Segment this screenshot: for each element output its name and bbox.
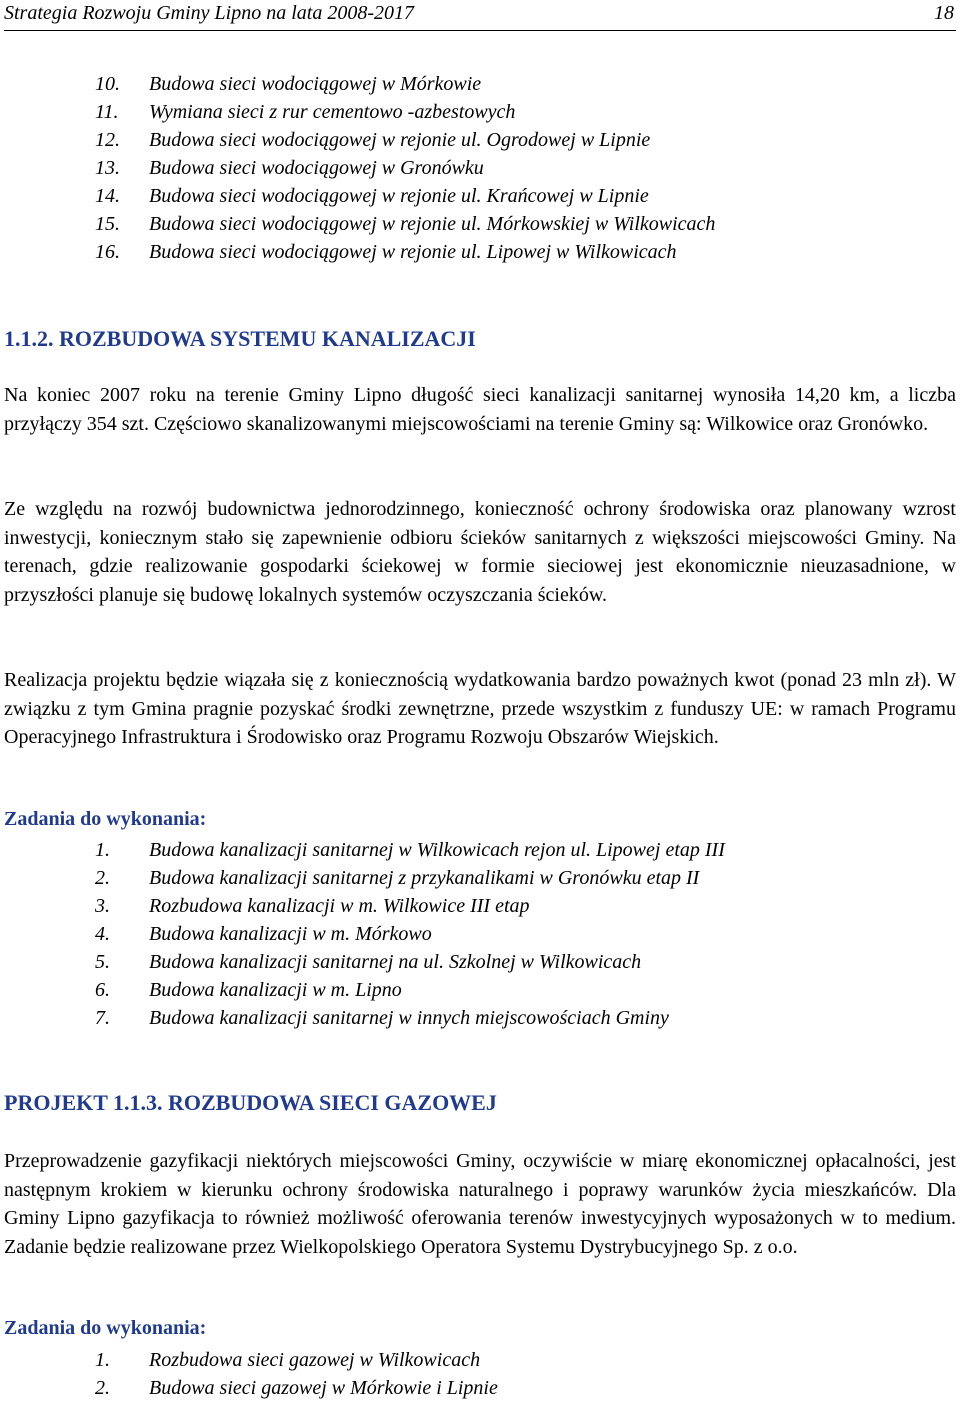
sewerage-paragraph-2: Ze względu na rozwój budownictwa jednorodzinnego, konieczność ochrony środowiska oraz planowany wzrost inwestycji, koniecznym stało się zapewnienie odbioru ścieków sanitarnych z większości miejscowości Gminy. Na terenach, gdzie realizowanie gospodarki ściekowej w formie sieciowej jest ekonomicznie nieuzasadnione, w przyszłości planuje się budowę lokalnych systemów oczyszczania ścieków. bbox=[4, 498, 956, 606]
item-number: 3. bbox=[95, 895, 110, 917]
item-number: 1. bbox=[95, 1349, 110, 1371]
page-number: 18 bbox=[934, 2, 954, 24]
tasks-heading-sewerage: Zadania do wykonania: bbox=[4, 808, 207, 830]
item-number: 2. bbox=[95, 1377, 110, 1399]
sewerage-paragraph-3: Realizacja projektu będzie wiązała się z koniecznością wydatkowania bardzo poważnych kwot (ponad 23 mln zł). W związku z tym Gmina pragnie pozyskać środki zewnętrzne, przede wszystkim z funduszy UE: w ramach Programu Operacyjnego Infrastruktura i Środowisko oraz Programu Rozwoju Obszarów Wiejskich. bbox=[4, 669, 956, 748]
item-text: Budowa kanalizacji sanitarnej na ul. Szkolnej w Wilkowicach bbox=[149, 951, 642, 973]
section-heading-sewerage: 1.1.2. ROZBUDOWA SYSTEMU KANALIZACJI bbox=[4, 326, 476, 351]
item-text: Wymiana sieci z rur cementowo -azbestowych bbox=[149, 101, 516, 123]
tasks-heading-gas: Zadania do wykonania: bbox=[4, 1317, 207, 1339]
document-title: Strategia Rozwoju Gminy Lipno na lata 2008-2017 bbox=[4, 2, 414, 24]
item-number: 5. bbox=[95, 951, 110, 973]
item-text: Budowa kanalizacji sanitarnej w innych miejscowościach Gminy bbox=[149, 1007, 669, 1029]
item-text: Budowa sieci wodociągowej w rejonie ul. Krańcowej w Lipnie bbox=[149, 185, 649, 207]
item-text: Budowa kanalizacji w m. Lipno bbox=[149, 979, 402, 1001]
item-number: 12. bbox=[95, 129, 120, 151]
item-text: Budowa kanalizacji w m. Mórkowo bbox=[149, 923, 432, 945]
sewerage-paragraph-1: Na koniec 2007 roku na terenie Gminy Lipno długość sieci kanalizacji sanitarnej wynosiła 14,20 km, a liczba przyłączy 354 szt. Częściowo skanalizowanymi miejscowościami na terenie Gminy są: Wilkowice oraz Gronówko. bbox=[4, 384, 956, 435]
item-number: 7. bbox=[95, 1007, 110, 1029]
item-number: 15. bbox=[95, 213, 120, 235]
item-text: Budowa sieci wodociągowej w rejonie ul. Lipowej w Wilkowicach bbox=[149, 241, 677, 263]
item-number: 6. bbox=[95, 979, 110, 1001]
item-text: Budowa kanalizacji sanitarnej w Wilkowicach rejon ul. Lipowej etap III bbox=[149, 839, 725, 861]
item-text: Rozbudowa sieci gazowej w Wilkowicach bbox=[149, 1349, 481, 1371]
item-number: 13. bbox=[95, 157, 120, 179]
item-number: 16. bbox=[95, 241, 120, 263]
item-number: 4. bbox=[95, 923, 110, 945]
item-number: 1. bbox=[95, 839, 110, 861]
page-header bbox=[4, 0, 956, 31]
item-text: Budowa kanalizacji sanitarnej z przykanalikami w Gronówku etap II bbox=[149, 867, 700, 889]
item-text: Budowa sieci gazowej w Mórkowie i Lipnie bbox=[149, 1377, 498, 1399]
item-text: Budowa sieci wodociągowej w Gronówku bbox=[149, 157, 484, 179]
section-heading-gas: PROJEKT 1.1.3. ROZBUDOWA SIECI GAZOWEJ bbox=[4, 1090, 497, 1115]
item-text: Budowa sieci wodociągowej w Mórkowie bbox=[149, 73, 482, 95]
item-number: 10. bbox=[95, 73, 120, 95]
item-text: Budowa sieci wodociągowej w rejonie ul. Ogrodowej w Lipnie bbox=[149, 129, 651, 151]
item-number: 14. bbox=[95, 185, 120, 207]
item-text: Rozbudowa kanalizacji w m. Wilkowice III etap bbox=[149, 895, 530, 917]
item-number: 11. bbox=[95, 101, 119, 123]
item-text: Budowa sieci wodociągowej w rejonie ul. Mórkowskiej w Wilkowicach bbox=[149, 213, 716, 235]
gas-paragraph-1: Przeprowadzenie gazyfikacji niektórych miejscowości Gminy, oczywiście w miarę ekonomicznej opłacalności, jest następnym krokiem w kierunku ochrony środowiska naturalnego i poprawy warunków życia mieszkańców. Dla Gminy Lipno gazyfikacja to również możliwość oferowania terenów inwestycyjnych wyposażonych w to medium. Zadanie będzie realizowane przez Wielkopolskiego Operatora Systemu Dystrybucyjnego Sp. z o.o. bbox=[4, 1150, 956, 1258]
item-number: 2. bbox=[95, 867, 110, 889]
